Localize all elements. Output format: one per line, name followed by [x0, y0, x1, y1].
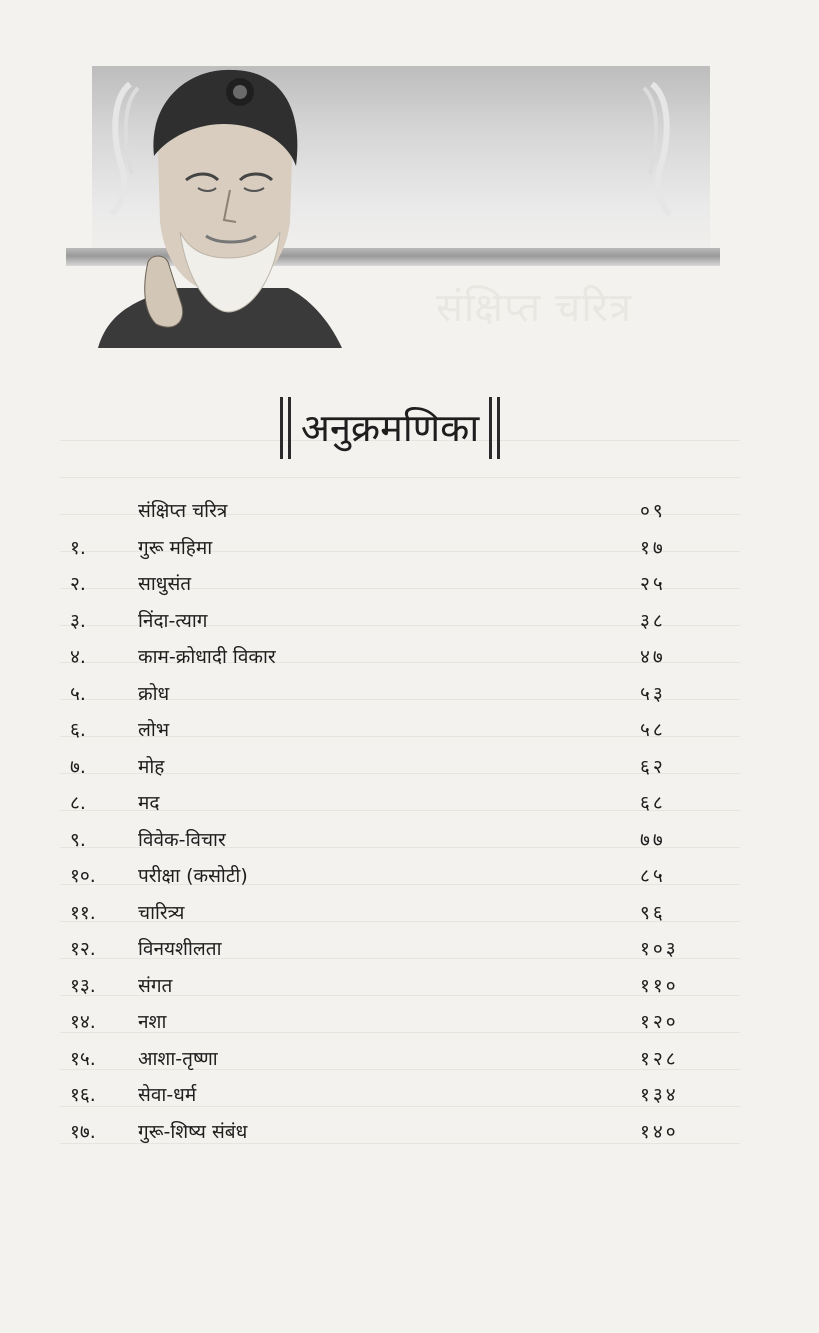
index-heading-text: अनुक्रमणिका	[300, 406, 480, 450]
toc-page-number: १०३	[640, 938, 679, 961]
index-heading	[240, 388, 540, 468]
toc-page-number: ०९	[640, 500, 666, 523]
toc-page-number: ५८	[640, 719, 666, 742]
toc-title: साधुसंत	[138, 573, 192, 596]
toc-page-number: ८५	[640, 865, 666, 888]
scroll-ornament-right-icon	[640, 78, 680, 218]
toc-number: १५.	[70, 1047, 96, 1070]
toc-title: क्रोध	[138, 682, 170, 705]
toc-page-number: ९६	[640, 901, 666, 924]
toc-page-number: ११०	[640, 974, 679, 997]
toc-row[interactable]	[70, 1003, 710, 1040]
toc-title: मोह	[138, 755, 165, 778]
toc-page-number: ६२	[640, 755, 666, 778]
toc-number: ३.	[70, 609, 86, 632]
toc-row[interactable]	[70, 857, 710, 894]
toc-title: गुरू-शिष्य संबंध	[138, 1120, 248, 1143]
toc-number: ४.	[70, 646, 86, 669]
toc-row[interactable]	[70, 1076, 710, 1113]
toc-number: १२.	[70, 938, 96, 961]
toc-page-number: १४०	[640, 1120, 679, 1143]
toc-page-number: ४७	[640, 646, 666, 669]
toc-row[interactable]	[70, 967, 710, 1004]
toc-title: गुरू महिमा	[138, 536, 213, 559]
toc-page-number: ६८	[640, 792, 666, 815]
toc-number: ११.	[70, 901, 96, 924]
double-bar-left-icon	[280, 395, 291, 461]
toc-title: लोभ	[138, 719, 170, 742]
toc-page-number: २५	[640, 573, 666, 596]
double-bar-right-icon	[489, 395, 500, 461]
banner-title: संक्षिप्त चरित्र	[436, 285, 633, 331]
toc-title: मद	[138, 792, 160, 815]
toc-row[interactable]	[70, 784, 710, 821]
saint-portrait-image	[98, 62, 348, 348]
table-of-contents	[70, 492, 710, 1149]
toc-number: १४.	[70, 1011, 96, 1034]
toc-number: २.	[70, 573, 86, 596]
toc-title: संगत	[138, 974, 173, 997]
toc-title: विवेक-विचार	[138, 828, 226, 851]
toc-row[interactable]	[70, 748, 710, 785]
toc-row[interactable]	[70, 894, 710, 931]
toc-row[interactable]	[70, 602, 710, 639]
toc-row[interactable]	[70, 930, 710, 967]
toc-number: १०.	[70, 865, 96, 888]
toc-number: ५.	[70, 682, 86, 705]
toc-title: विनयशीलता	[138, 938, 222, 961]
toc-number: ८.	[70, 792, 86, 815]
toc-row[interactable]	[70, 1040, 710, 1077]
toc-title: चारित्र्य	[138, 901, 185, 924]
toc-number: ९.	[70, 828, 86, 851]
toc-title: सेवा-धर्म	[138, 1084, 197, 1107]
toc-title: निंदा-त्याग	[138, 609, 208, 632]
toc-title: काम-क्रोधादी विकार	[138, 646, 276, 669]
toc-page-number: ५३	[640, 682, 666, 705]
toc-row[interactable]	[70, 821, 710, 858]
toc-page-number: १२८	[640, 1047, 679, 1070]
toc-number: १३.	[70, 974, 96, 997]
toc-number: १६.	[70, 1084, 96, 1107]
toc-page-number: १२०	[640, 1011, 679, 1034]
toc-row[interactable]	[70, 638, 710, 675]
toc-number: १.	[70, 536, 86, 559]
toc-page-number: ७७	[640, 828, 666, 851]
toc-title: परीक्षा (कसोटी)	[138, 865, 248, 888]
toc-title: आशा-तृष्णा	[138, 1047, 218, 1070]
toc-row[interactable]	[70, 565, 710, 602]
toc-row[interactable]	[70, 1113, 710, 1150]
toc-page-number: १७	[640, 536, 666, 559]
toc-row[interactable]	[70, 529, 710, 566]
toc-title: संक्षिप्त चरित्र	[138, 500, 228, 523]
toc-page-number: १३४	[640, 1084, 679, 1107]
toc-row[interactable]	[70, 711, 710, 748]
toc-number: १७.	[70, 1120, 96, 1143]
toc-number: ७.	[70, 755, 86, 778]
toc-row[interactable]	[70, 492, 710, 529]
toc-title: नशा	[138, 1011, 167, 1034]
toc-row[interactable]	[70, 675, 710, 712]
toc-page-number: ३८	[640, 609, 666, 632]
toc-number: ६.	[70, 719, 86, 742]
